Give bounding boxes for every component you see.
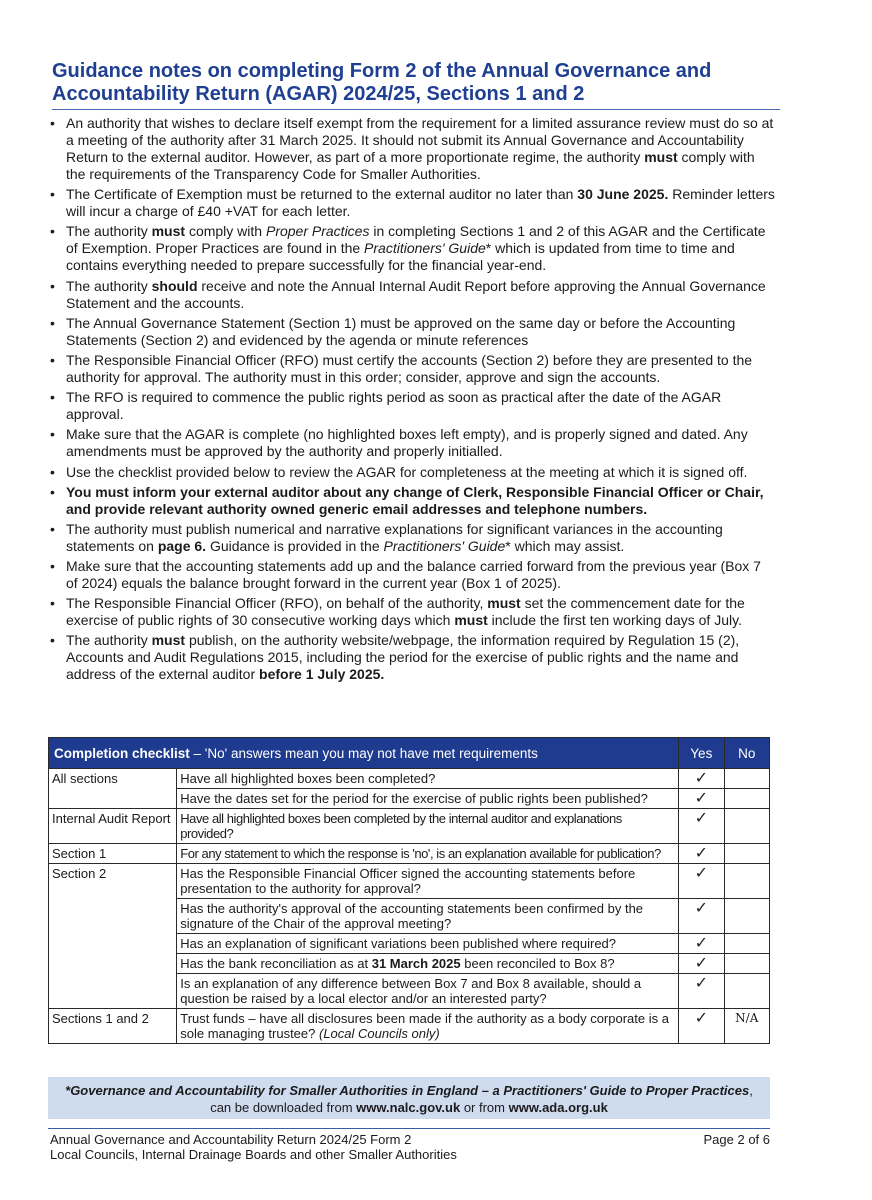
no-checkbox[interactable] xyxy=(724,934,769,954)
yes-column-header: Yes xyxy=(679,738,724,769)
yes-checkbox[interactable]: ✓ xyxy=(679,899,724,934)
no-checkbox[interactable] xyxy=(724,809,769,844)
no-column-header: No xyxy=(724,738,769,769)
table-row xyxy=(49,1009,770,1044)
section-label: All sections xyxy=(49,769,177,809)
checklist-question: Have all highlighted boxes been completed? xyxy=(177,769,679,789)
completion-checklist-table xyxy=(48,737,770,1044)
title-divider xyxy=(52,109,780,110)
section-label: Section 2 xyxy=(49,864,177,1009)
checklist-question: Have the dates set for the period for the exercise of public rights been published? xyxy=(177,789,679,809)
no-checkbox[interactable] xyxy=(724,974,769,1009)
section-label: Internal Audit Report xyxy=(49,809,177,844)
checklist-question: Has the bank reconciliation as at 31 March 2025 been reconciled to Box 8? xyxy=(177,954,679,974)
bullet-item: • The RFO is required to commence the public rights period as soon as practical after the date of the AGAR approval. xyxy=(50,389,722,423)
bullet-item: • You must inform your external auditor about any change of Clerk, Responsible Financial Officer or Chair, and provide relevant authority owned generic email addresses and telephone numbers. xyxy=(50,483,764,517)
footer-line-2: Local Councils, Internal Drainage Boards and other Smaller Authorities xyxy=(50,1147,457,1162)
bullet-item: • The authority must publish numerical and narrative explanations for significant variances in the accounting statements on page 6. Guidance is provided in the Practitioners' Guide* which may assist. xyxy=(50,520,723,554)
page-number: Page 2 of 6 xyxy=(703,1132,770,1147)
bullet-item: • Make sure that the accounting statements add up and the balance carried forward from the previous year (Box 7 of 2024) equals the balance brought forward in the current year (Box 1 of 2025). xyxy=(50,558,761,592)
footer-line-1: Annual Governance and Accountability Return 2024/25 Form 2 xyxy=(50,1132,412,1147)
bullet-icon: • xyxy=(50,463,55,480)
footnote-line-2: can be downloaded from www.nalc.gov.uk or from www.ada.org.uk xyxy=(210,1100,608,1115)
title-line-1: Guidance notes on completing Form 2 of the Annual Governance and xyxy=(52,60,712,82)
checklist-header-row xyxy=(49,738,770,769)
bullet-item: • The authority must publish, on the authority website/webpage, the information required by Regulation 15 (2), Accounts and Audit Regulations 2015, including the period for the exercise of public rights and the name and address of the external auditor before 1 July 2025. xyxy=(50,632,740,683)
page-footer xyxy=(50,1132,770,1162)
checklist-question: Has an explanation of significant variations been published where required? xyxy=(177,934,679,954)
bullet-icon: • xyxy=(50,115,55,131)
section-label: Sections 1 and 2 xyxy=(49,1009,177,1044)
yes-checkbox[interactable]: ✓ xyxy=(679,789,724,809)
checklist-question: Have all highlighted boxes been completed by the internal auditor and explanations provided? xyxy=(177,809,679,844)
yes-checkbox[interactable]: ✓ xyxy=(679,954,724,974)
no-checkbox[interactable] xyxy=(724,844,769,864)
no-checkbox[interactable] xyxy=(724,769,769,789)
bullet-icon: • xyxy=(50,277,55,294)
no-checkbox[interactable] xyxy=(724,954,769,974)
bullet-item: • The Annual Governance Statement (Section 1) must be approved on the same day or before the Accounting Statements (Section 2) and evidenced by the agenda or minute references xyxy=(50,314,736,348)
footer-divider xyxy=(48,1128,770,1129)
bullet-item: • An authority that wishes to declare itself exempt from the requirement for a limited assurance review must do so at a meeting of the authority after 31 March 2025. It should not submit its Annual Governance and Accountability Return to the external auditor. However, as part of a more proportionate regime, the authority must comply with the requirements of the Transparency Code for Smaller Authorities. xyxy=(50,115,774,182)
yes-checkbox[interactable]: ✓ xyxy=(679,974,724,1009)
title-line-2: Accountability Return (AGAR) 2024/25, Sections 1 and 2 xyxy=(52,83,585,105)
page-title xyxy=(52,60,812,106)
yes-checkbox[interactable]: ✓ xyxy=(679,864,724,899)
bullet-icon: • xyxy=(50,520,55,537)
table-row xyxy=(49,809,770,844)
bullet-item: • The Responsible Financial Officer (RFO), on behalf of the authority, must set the commencement date for the exercise of public rights of 30 consecutive working days which must include the first ten working days of July. xyxy=(50,595,745,629)
no-checkbox[interactable] xyxy=(724,864,769,899)
nalc-link[interactable]: www.nalc.gov.uk xyxy=(356,1100,461,1115)
bullet-item: • The authority should receive and note the Annual Internal Audit Report before approving the Annual Governance Statement and the accounts. xyxy=(50,277,766,311)
checklist-question: Has the authority's approval of the accounting statements been confirmed by the signature of the Chair of the approval meeting? xyxy=(177,899,679,934)
no-checkbox[interactable] xyxy=(724,789,769,809)
ada-link[interactable]: www.ada.org.uk xyxy=(508,1100,608,1115)
bullet-icon: • xyxy=(50,351,55,368)
bullet-icon: • xyxy=(50,426,55,443)
bullet-icon: • xyxy=(50,595,55,612)
checklist-question: Has the Responsible Financial Officer signed the accounting statements before presentation to the authority for approval? xyxy=(177,864,679,899)
yes-checkbox[interactable]: ✓ xyxy=(679,1009,724,1044)
yes-checkbox[interactable]: ✓ xyxy=(679,769,724,789)
table-row xyxy=(49,864,770,899)
bullet-icon: • xyxy=(50,632,55,649)
bullet-item: • The authority must comply with Proper Practices in completing Sections 1 and 2 of this AGAR and the Certificate of Exemption. Proper Practices are found in the Practitioners' Guide* which is updated from time to time and contains everything needed to prepare successfully for the financial year-end. xyxy=(50,223,766,274)
yes-checkbox[interactable]: ✓ xyxy=(679,844,724,864)
section-label: Section 1 xyxy=(49,844,177,864)
yes-checkbox[interactable]: ✓ xyxy=(679,934,724,954)
bullet-icon: • xyxy=(50,314,55,331)
table-row xyxy=(49,769,770,789)
bullet-icon: • xyxy=(50,483,55,500)
no-checkbox[interactable] xyxy=(724,899,769,934)
checklist-question: Trust funds – have all disclosures been made if the authority as a body corporate is a sole managing trustee? (Local Councils only) xyxy=(177,1009,679,1044)
bullet-icon: • xyxy=(50,558,55,575)
practitioners-guide-note xyxy=(48,1077,770,1119)
checklist-question: Is an explanation of any difference between Box 7 and Box 8 available, should a question be raised by a local elector and/or an interested party? xyxy=(177,974,679,1009)
footnote-line-1: *Governance and Accountability for Smaller Authorities in England – a Practitioners' Guide to Proper Practices, xyxy=(65,1083,753,1098)
no-checkbox[interactable]: N/A xyxy=(724,1009,769,1044)
bullet-item: • Use the checklist provided below to review the AGAR for completeness at the meeting at which it is signed off. xyxy=(50,463,748,480)
bullet-item: • The Responsible Financial Officer (RFO) must certify the accounts (Section 2) before they are presented to the authority for approval. The authority must in this order; consider, approve and sign the accounts. xyxy=(50,351,753,385)
guidance-bullet-list xyxy=(48,115,776,687)
bullet-item: • The Certificate of Exemption must be returned to the external auditor no later than 30 June 2025. Reminder letters will incur a charge of £40 +VAT for each letter. xyxy=(50,186,775,220)
bullet-icon: • xyxy=(50,223,55,240)
bullet-icon: • xyxy=(50,186,55,203)
checklist-header: Completion checklist – 'No' answers mean you may not have met requirements xyxy=(49,738,679,769)
bullet-item: • Make sure that the AGAR is complete (no highlighted boxes left empty), and is properly signed and dated. Any amendments must be approved by the authority and properly initialled. xyxy=(50,426,748,460)
checklist-question: For any statement to which the response is 'no', is an explanation available for publication? xyxy=(177,844,679,864)
table-row xyxy=(49,844,770,864)
yes-checkbox[interactable]: ✓ xyxy=(679,809,724,844)
bullet-icon: • xyxy=(50,389,55,406)
